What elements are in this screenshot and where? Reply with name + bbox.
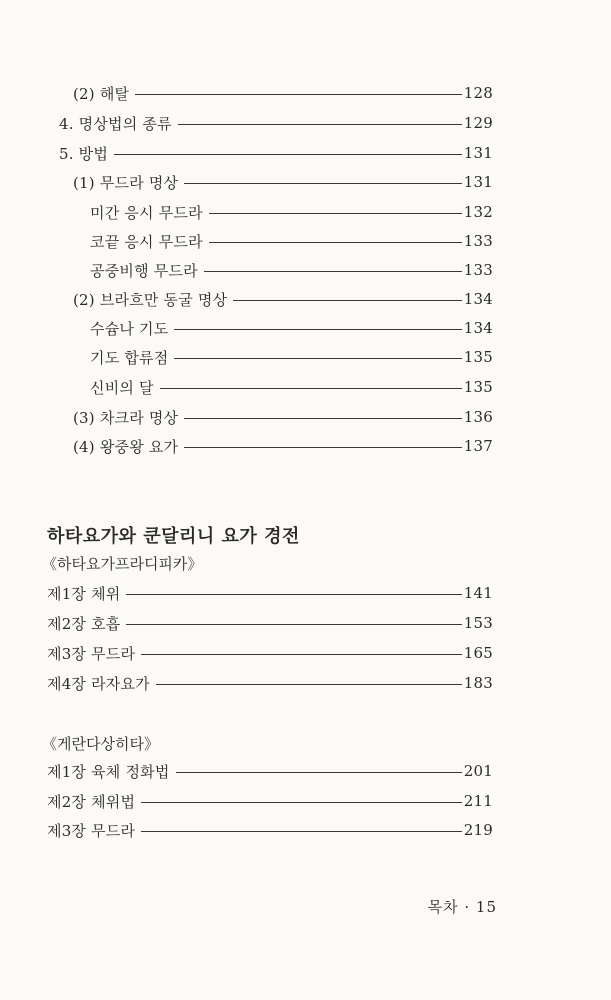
- toc-leader-line: [141, 654, 462, 655]
- toc-entry: [73, 433, 493, 459]
- toc-entry: [47, 610, 493, 636]
- toc-leader-line: [204, 271, 462, 272]
- toc-entry-page: 136: [463, 408, 493, 426]
- toc-entry-page: 153: [463, 614, 493, 632]
- toc-entry-label: 제2장 호흡: [47, 614, 121, 633]
- toc-entry-page: 183: [463, 674, 493, 692]
- toc-leader-line: [114, 154, 462, 155]
- toc-entry-label: 4. 명상법의 종류: [59, 114, 172, 133]
- toc-entry-page: 165: [463, 644, 493, 662]
- toc-entry-label: 제3장 무드라: [47, 821, 136, 840]
- toc-entry-page: 133: [463, 261, 493, 279]
- toc-entry-label: 제3장 무드라: [47, 644, 136, 663]
- toc-entry-page: 135: [463, 348, 493, 366]
- toc-entry-page: 137: [463, 437, 493, 455]
- toc-leader-line: [174, 329, 461, 330]
- toc-entry-label: (2) 해탈: [73, 84, 130, 103]
- toc-entry-label: 신비의 달: [90, 378, 154, 397]
- book-title-gheranda-samhita: 《게란다상히타》: [42, 735, 159, 753]
- book-title-hatha-yoga-pradipika: 《하타요가프라디피카》: [42, 555, 203, 573]
- toc-entry-page: 134: [463, 319, 493, 337]
- toc-entry: [73, 80, 493, 106]
- toc-leader-line: [160, 388, 462, 389]
- toc-entry: [90, 257, 493, 283]
- toc-entry-page: 134: [463, 290, 493, 308]
- toc-entry-label: (2) 브라흐만 동굴 명상: [73, 290, 228, 309]
- toc-entry-page: 131: [463, 173, 493, 191]
- toc-entry: [59, 140, 493, 166]
- toc-leader-line: [176, 772, 462, 773]
- page-footer: 목차 · 15: [427, 898, 497, 916]
- toc-entry: [47, 670, 493, 696]
- toc-entry-label: 제4장 라자요가: [47, 674, 150, 693]
- toc-entry: [73, 404, 493, 430]
- toc-entry-page: 219: [463, 821, 493, 839]
- section-title: 하타요가와 쿤달리니 요가 경전: [47, 526, 300, 547]
- toc-entry-label: 제1장 체위: [47, 584, 121, 603]
- toc-leader-line: [184, 418, 462, 419]
- toc-entry-label: 기도 합류점: [90, 348, 169, 367]
- toc-entry-page: 132: [463, 203, 493, 221]
- toc-leader-line: [209, 213, 462, 214]
- toc-entry: [73, 169, 493, 195]
- toc-entry-page: 135: [463, 378, 493, 396]
- toc-leader-line: [184, 447, 462, 448]
- toc-entry-label: 제1장 육체 정화법: [47, 762, 170, 781]
- toc-entry-page: 133: [463, 232, 493, 250]
- toc-entry-label: (3) 차크라 명상: [73, 408, 179, 427]
- toc-entry: [90, 374, 493, 400]
- toc-entry: [90, 344, 493, 370]
- toc-entry-page: 129: [463, 114, 493, 132]
- toc-entry-label: 5. 방법: [59, 144, 109, 163]
- toc-leader-line: [141, 831, 462, 832]
- toc-entry-label: (4) 왕중왕 요가: [73, 437, 179, 456]
- toc-leader-line: [135, 94, 462, 95]
- toc-entry-label: 코끝 응시 무드라: [90, 232, 203, 251]
- toc-leader-line: [126, 594, 461, 595]
- toc-entry: [59, 110, 493, 136]
- toc-leader-line: [209, 242, 462, 243]
- toc-entry-page: 141: [463, 584, 493, 602]
- toc-leader-line: [178, 124, 462, 125]
- toc-entry-label: 수슘나 기도: [90, 319, 169, 338]
- toc-entry-label: (1) 무드라 명상: [73, 173, 179, 192]
- toc-entry: [47, 580, 493, 606]
- toc-entry: [90, 199, 493, 225]
- toc-entry: [47, 758, 493, 784]
- toc-entry: [90, 315, 493, 341]
- toc-entry-label: 공중비행 무드라: [90, 261, 198, 280]
- toc-leader-line: [141, 802, 462, 803]
- toc-leader-line: [126, 624, 461, 625]
- toc-leader-line: [174, 358, 461, 359]
- toc-entry: [73, 286, 493, 312]
- toc-leader-line: [156, 684, 462, 685]
- toc-entry: [90, 228, 493, 254]
- toc-entry-label: 제2장 체위법: [47, 792, 136, 811]
- toc-leader-line: [184, 183, 462, 184]
- toc-entry-page: 128: [463, 84, 493, 102]
- toc-entry-page: 201: [463, 762, 493, 780]
- toc-entry-label: 미간 응시 무드라: [90, 203, 203, 222]
- toc-leader-line: [233, 300, 461, 301]
- toc-entry: [47, 817, 493, 843]
- toc-entry-page: 131: [463, 144, 493, 162]
- toc-entry: [47, 788, 493, 814]
- toc-entry: [47, 640, 493, 666]
- toc-entry-page: 211: [463, 792, 493, 810]
